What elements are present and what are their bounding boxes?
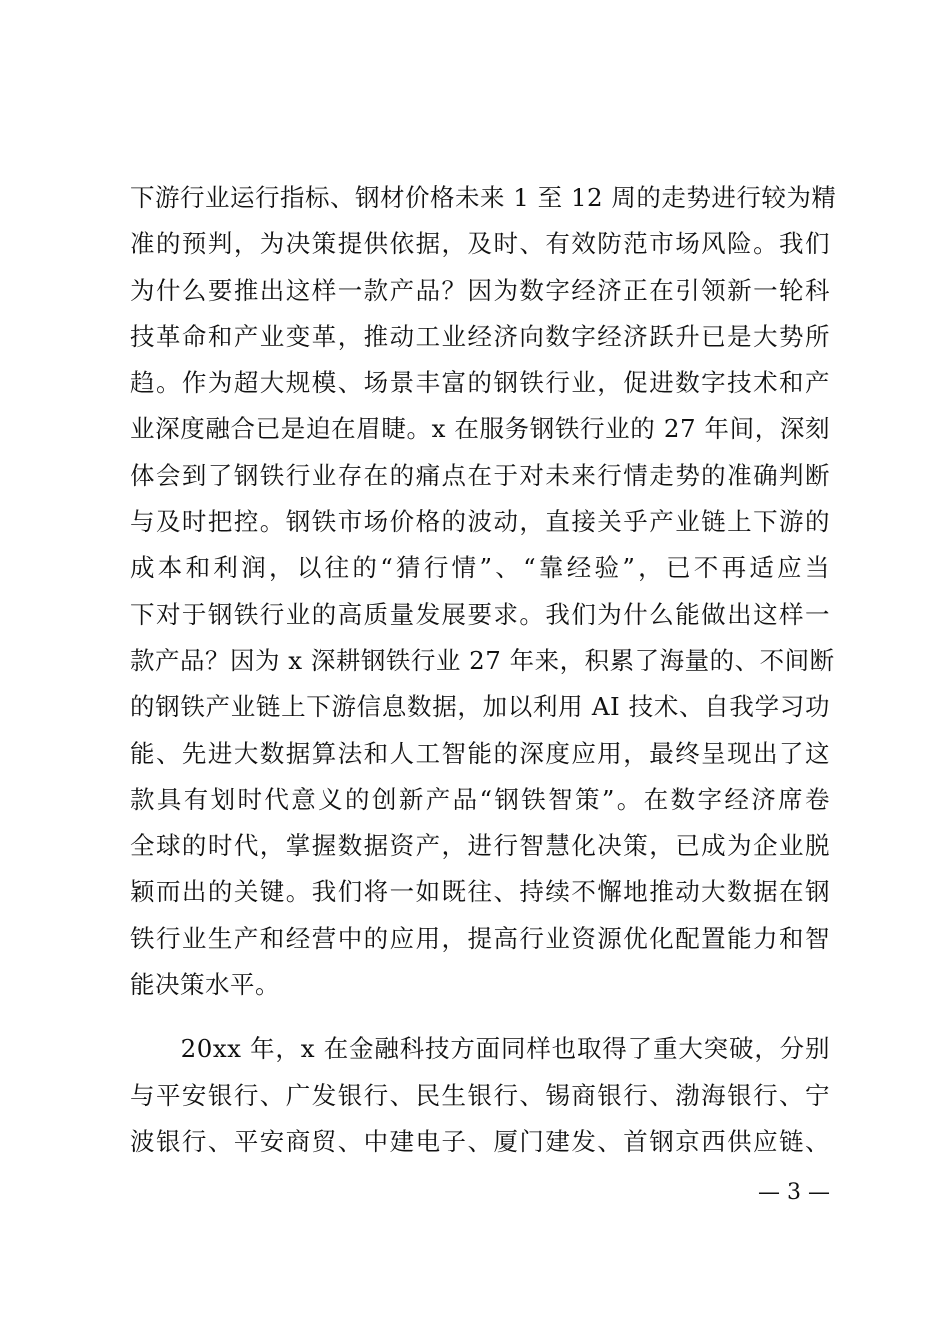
paragraph-spacer [130,1008,830,1026]
text-line: 业深度融合已是迫在眉睫。x 在服务钢铁行业的 27 年间，深刻 [130,414,830,444]
document-body [130,175,837,1165]
text-line: 与及时把控。钢铁市场价格的波动，直接关乎产业链上下游的 [130,507,830,537]
text-line: 技革命和产业变革，推动工业经济向数字经济跃升已是大势所 [130,321,830,351]
text-line: 与平安银行、广发银行、民生银行、锡商银行、渤海银行、宁 [130,1080,830,1110]
text-line: 成本和利润，以往的“猜行情”、“靠经验”，已不再适应当 [130,553,830,583]
text-line: 款具有划时代意义的创新产品“钢铁智策”。在数字经济席卷 [130,784,830,814]
text-line: 为什么要推出这样一款产品？因为数字经济正在引领新一轮科 [130,275,830,305]
text-line: 铁行业生产和经营中的应用，提高行业资源优化配置能力和智 [130,923,830,953]
text-line: 20xx 年，x 在金融科技方面同样也取得了重大突破，分别 [130,1034,830,1064]
text-line: 体会到了钢铁行业存在的痛点在于对未来行情走势的准确判断 [130,460,830,490]
text-line: 能、先进大数据算法和人工智能的深度应用，最终呈现出了这 [130,738,830,768]
text-line: 下对于钢铁行业的高质量发展要求。我们为什么能做出这样一 [130,599,830,629]
text-line: 颖而出的关键。我们将一如既往、持续不懈地推动大数据在钢 [130,877,830,907]
page-number: — 3 — [758,1180,830,1205]
text-line: 全球的时代，掌握数据资产，进行智慧化决策，已成为企业脱 [130,831,830,861]
text-line: 准的预判，为决策提供依据，及时、有效防范市场风险。我们 [130,229,830,259]
text-line: 趋。作为超大规模、场景丰富的钢铁行业，促进数字技术和产 [130,368,830,398]
text-line: 款产品？因为 x 深耕钢铁行业 27 年来，积累了海量的、不间断 [130,645,835,675]
text-line: 能决策水平。 [130,970,280,1000]
paragraph-1 [130,175,837,1008]
paragraph-2 [130,1026,830,1165]
text-line: 下游行业运行指标、钢材价格未来 1 至 12 周的走势进行较为精 [130,183,837,212]
text-line: 波银行、平安商贸、中建电子、厦门建发、首钢京西供应链、 [130,1126,830,1156]
text-line: 的钢铁产业链上下游信息数据，加以利用 AI 技术、自我学习功 [130,692,830,722]
